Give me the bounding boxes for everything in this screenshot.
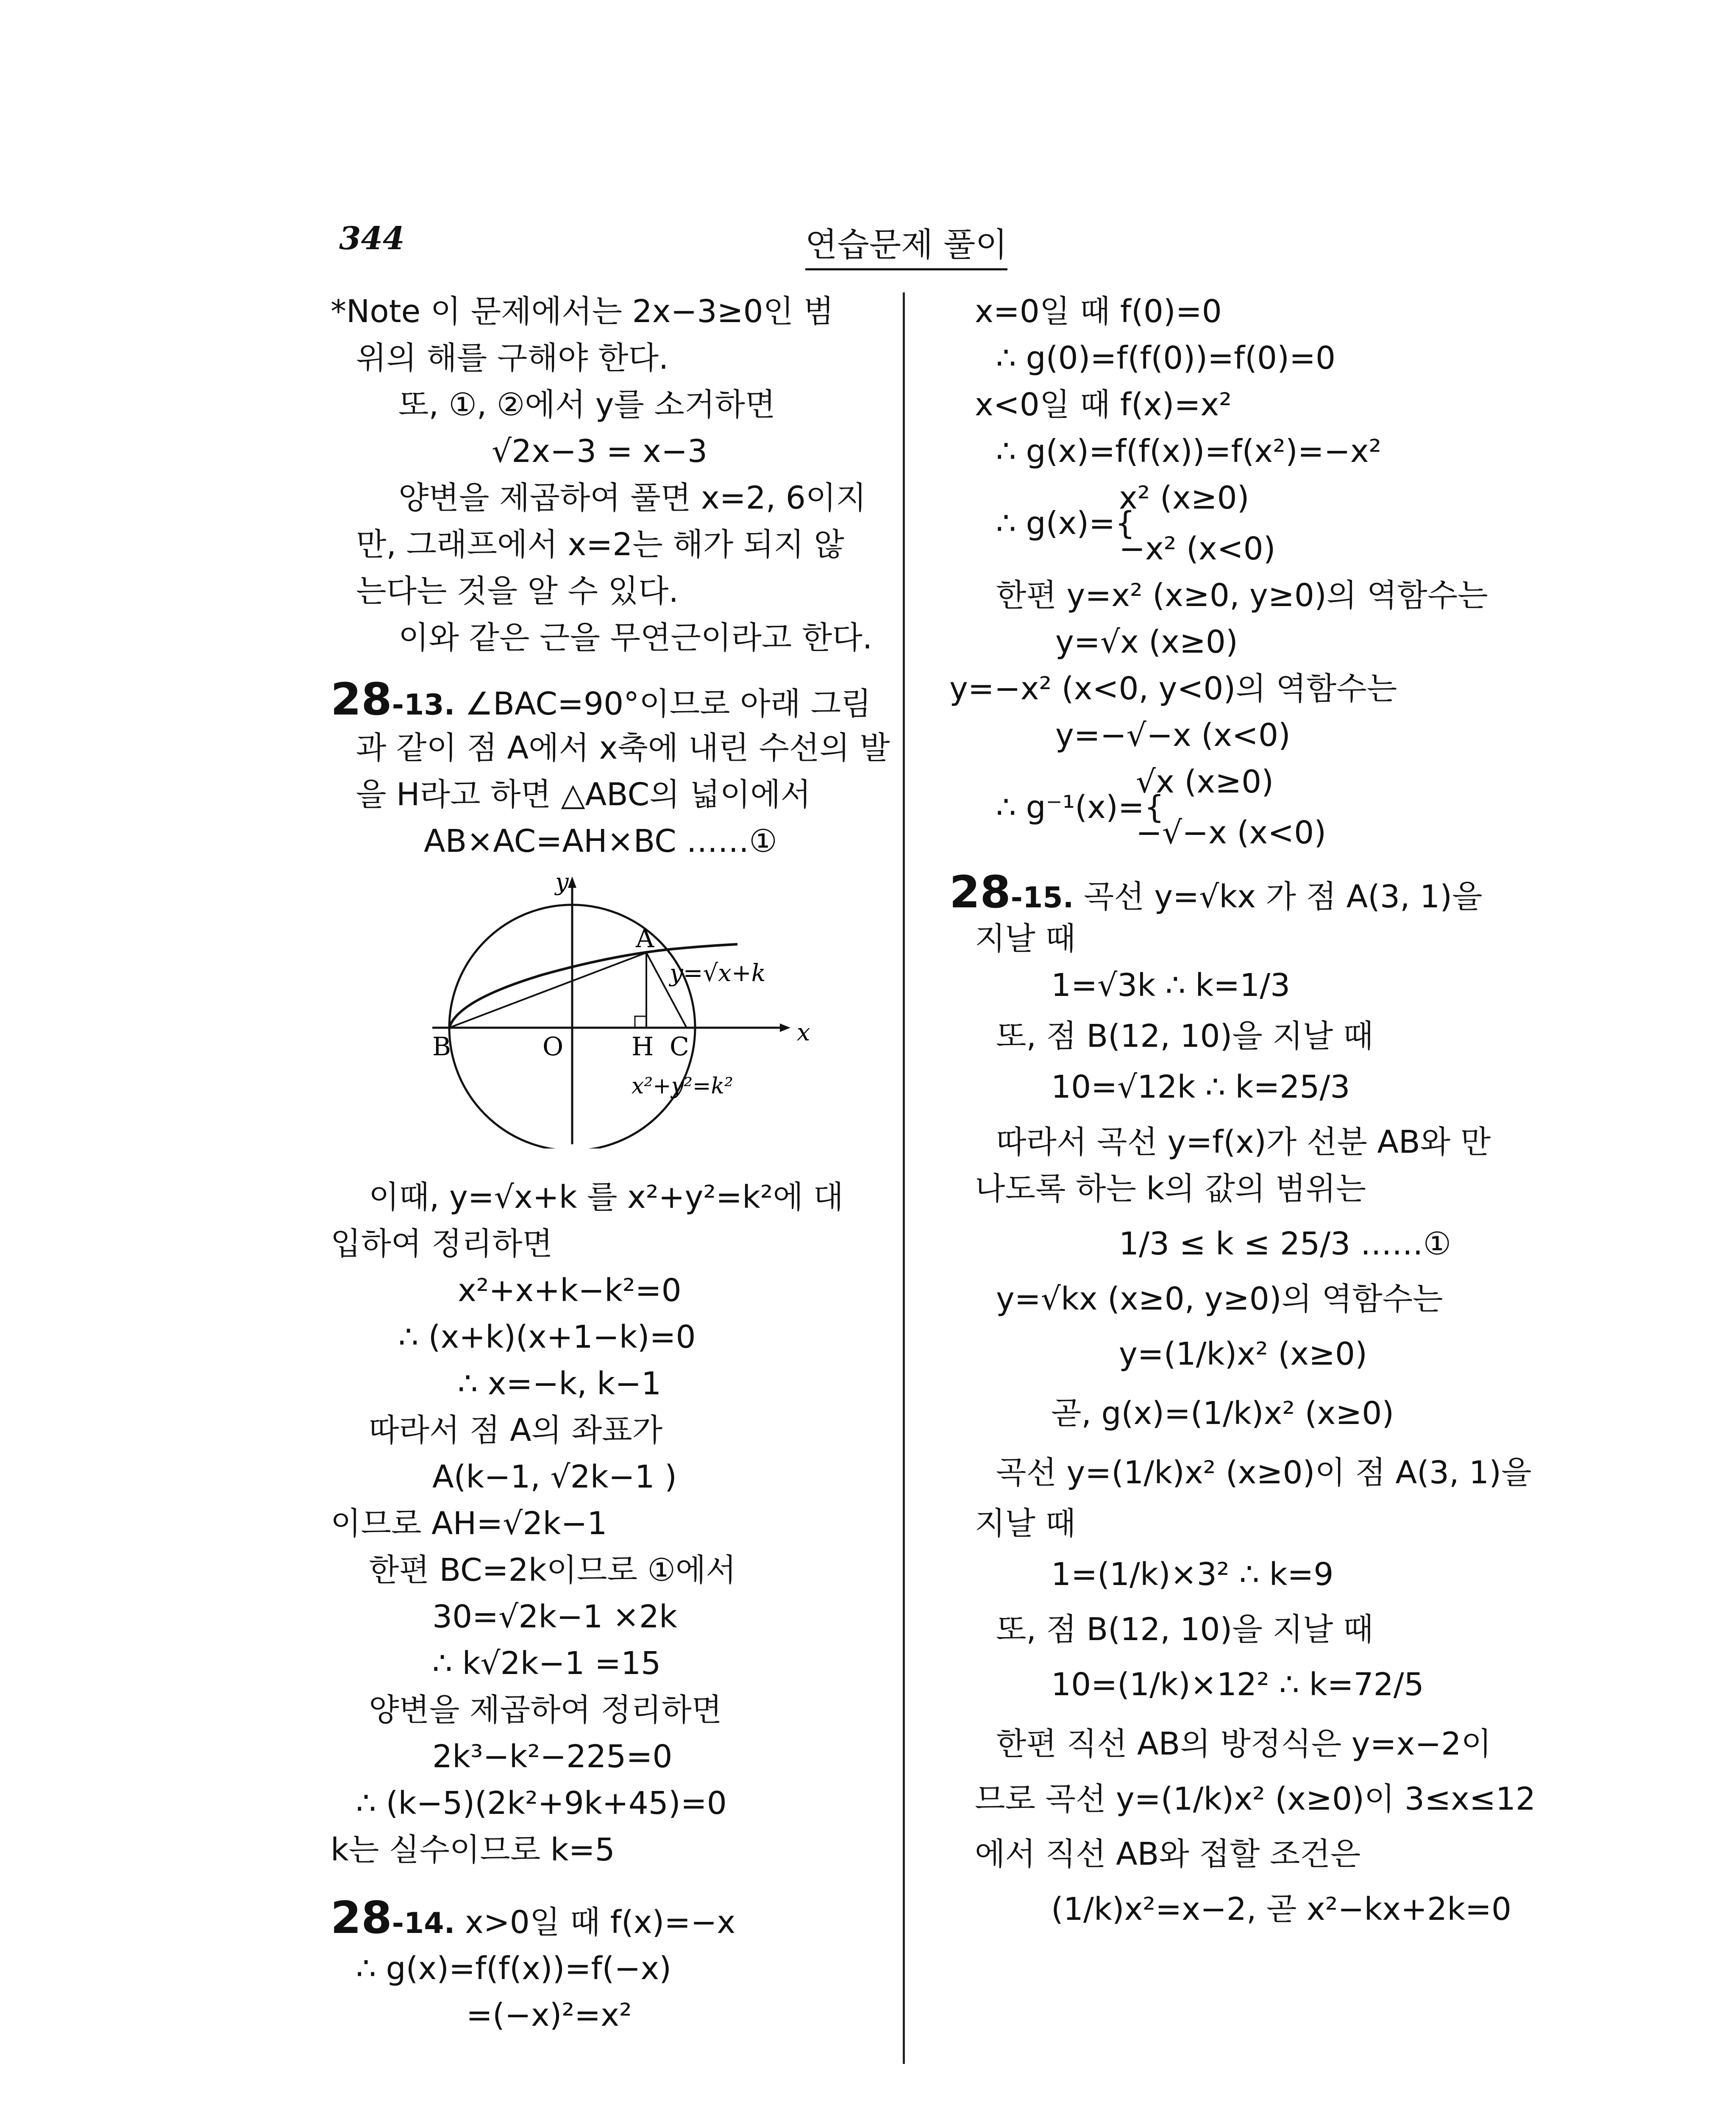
text-line bbox=[356, 1949, 671, 1988]
point-b-label: B bbox=[432, 1032, 451, 1062]
line-text: 곧, g(x)=(1/k)x² (x≥0) bbox=[1051, 1395, 1394, 1432]
x-axis-arrow-icon bbox=[780, 1023, 790, 1032]
text-line bbox=[432, 1738, 672, 1776]
line-text: 1=√3k ∴ k=1/3 bbox=[1051, 967, 1291, 1004]
line-text: 10=(1/k)×12² ∴ k=72/5 bbox=[1051, 1666, 1424, 1703]
line-text: 따라서 점 A의 좌표가 bbox=[369, 1412, 663, 1449]
text-line bbox=[1051, 966, 1290, 1004]
text-line bbox=[996, 1123, 1491, 1161]
text-line bbox=[1119, 530, 1276, 568]
line-text: ∴ x=−k, k−1 bbox=[458, 1365, 662, 1402]
text-line bbox=[424, 822, 777, 860]
line-text: x>0일 때 f(x)=−x bbox=[455, 1904, 736, 1941]
point-a-label: A bbox=[636, 924, 654, 954]
page-title: 연습문제 풀이 bbox=[805, 218, 1007, 270]
line-text: 10=√12k ∴ k=25/3 bbox=[1051, 1069, 1350, 1105]
line-text: ∴ g(x)=f(f(x))=f(−x) bbox=[356, 1950, 672, 1987]
text-line bbox=[1051, 1666, 1424, 1704]
text-line bbox=[331, 1831, 615, 1869]
problem-subnumber: -14. bbox=[392, 1907, 455, 1940]
line-text: 따라서 곡선 y=f(x)가 선분 AB와 만 bbox=[996, 1124, 1491, 1160]
text-line bbox=[1051, 1394, 1394, 1432]
text-line bbox=[356, 572, 679, 610]
line-text: 을 H라고 하면 △ABC의 넓이에서 bbox=[356, 776, 811, 813]
text-line bbox=[369, 1178, 843, 1216]
line-text: ∴ g(x)=f(f(x))=f(x²)=−x² bbox=[996, 433, 1382, 470]
line-text: 또, 점 B(12, 10)을 지날 때 bbox=[996, 1018, 1374, 1054]
point-c-label: C bbox=[670, 1032, 689, 1062]
line-text: 만, 그래프에서 x=2는 해가 되지 않 bbox=[356, 526, 844, 563]
curve-label: y=√x+k bbox=[670, 959, 766, 987]
text-line bbox=[996, 1280, 1443, 1318]
line-text: 또, ①, ②에서 y를 소거하면 bbox=[398, 387, 776, 423]
column-divider bbox=[903, 292, 905, 2064]
line-text: ∴ g(x)={ bbox=[996, 505, 1135, 542]
text-line bbox=[1051, 1555, 1334, 1593]
point-h-label: H bbox=[632, 1032, 654, 1062]
text-line bbox=[492, 432, 707, 470]
text-line bbox=[1119, 479, 1249, 517]
y-axis-label: y bbox=[555, 873, 569, 896]
line-text: 곡선 y=(1/k)x² (x≥0)이 점 A(3, 1)을 bbox=[996, 1454, 1532, 1491]
text-line bbox=[975, 1780, 1536, 1818]
text-line bbox=[996, 1454, 1532, 1492]
text-line bbox=[331, 1892, 736, 1944]
text-line bbox=[975, 386, 1232, 424]
text-line bbox=[996, 1610, 1373, 1649]
line-text: √2x−3 = x−3 bbox=[492, 433, 708, 470]
text-line bbox=[1055, 623, 1238, 661]
line-text: 한편 y=x² (x≥0, y≥0)의 역함수는 bbox=[996, 577, 1488, 614]
text-line bbox=[398, 1318, 696, 1356]
text-line bbox=[996, 576, 1488, 615]
line-text: 나도록 하는 k의 값의 범위는 bbox=[975, 1171, 1366, 1207]
line-text: y=−√−x (x<0) bbox=[1055, 717, 1291, 754]
text-line bbox=[369, 1411, 662, 1449]
circle-curve-figure bbox=[432, 873, 814, 1150]
line-text: ∠BAC=90°이므로 아래 그림 bbox=[455, 686, 871, 722]
text-line bbox=[996, 432, 1381, 470]
line-text: x=0일 때 f(0)=0 bbox=[975, 293, 1222, 330]
line-text: 이와 같은 근을 무연근이라고 한다. bbox=[398, 620, 873, 656]
text-line bbox=[949, 866, 1483, 918]
text-line bbox=[996, 1725, 1491, 1763]
text-line bbox=[996, 1017, 1373, 1055]
line-text: 지날 때 bbox=[975, 1505, 1076, 1542]
text-line bbox=[398, 386, 775, 424]
line-text: y=−x² (x<0, y<0)의 역함수는 bbox=[949, 670, 1397, 707]
line-text: y=√kx (x≥0, y≥0)의 역함수는 bbox=[996, 1281, 1443, 1317]
line-text: 므로 곡선 y=(1/k)x² (x≥0)이 3≤x≤12 bbox=[975, 1781, 1536, 1817]
text-line bbox=[996, 339, 1335, 377]
line-text: x² (x≥0) bbox=[1119, 480, 1249, 516]
text-line bbox=[356, 1784, 727, 1822]
text-line bbox=[356, 339, 668, 377]
line-text: 입하여 정리하면 bbox=[331, 1226, 553, 1262]
line-text: ∴ (x+k)(x+1−k)=0 bbox=[398, 1319, 696, 1355]
line-text: y=(1/k)x² (x≥0) bbox=[1119, 1336, 1368, 1372]
problem-subnumber: -13. bbox=[392, 688, 455, 722]
text-line bbox=[1051, 1890, 1511, 1928]
problem-subnumber: -15. bbox=[1010, 881, 1074, 915]
line-text: −x² (x<0) bbox=[1119, 531, 1276, 567]
chord-ba bbox=[449, 953, 646, 1028]
text-line bbox=[331, 292, 834, 331]
text-line bbox=[432, 1644, 661, 1682]
text-line bbox=[356, 776, 811, 814]
line-text: 위의 해를 구해야 한다. bbox=[356, 340, 669, 376]
text-line bbox=[432, 1458, 677, 1496]
problem-number: 28-15. bbox=[949, 866, 1074, 918]
line-text: ∴ (k−5)(2k²+9k+45)=0 bbox=[356, 1785, 727, 1821]
line-text: 곡선 y=√kx 가 점 A(3, 1)을 bbox=[1074, 879, 1483, 915]
line-text: 이므로 AH=√2k−1 bbox=[331, 1505, 607, 1542]
line-text: 한편 BC=2k이므로 ①에서 bbox=[369, 1552, 736, 1588]
text-line bbox=[331, 1225, 553, 1263]
point-o-label: O bbox=[542, 1032, 564, 1062]
text-line bbox=[398, 619, 872, 657]
text-line bbox=[331, 673, 871, 725]
text-line bbox=[356, 526, 844, 564]
text-line bbox=[369, 1551, 736, 1589]
line-text: ∴ k√2k−1 =15 bbox=[432, 1645, 661, 1682]
line-text: 이때, y=√x+k 를 x²+y²=k²에 대 bbox=[369, 1179, 844, 1215]
y-axis-arrow-icon bbox=[568, 876, 576, 888]
figure-svg bbox=[432, 873, 814, 1148]
line-text: √x (x≥0) bbox=[1136, 764, 1274, 800]
line-text: y=√x (x≥0) bbox=[1055, 624, 1238, 660]
text-line bbox=[1055, 716, 1291, 754]
text-line bbox=[432, 1598, 677, 1636]
problem-number: 28-13. bbox=[331, 673, 455, 725]
problem-number: 28-14. bbox=[331, 1892, 455, 1944]
page-number: 344 bbox=[339, 220, 405, 257]
line-text: x²+x+k−k²=0 bbox=[458, 1272, 682, 1309]
text-line bbox=[398, 479, 866, 517]
text-line bbox=[1136, 814, 1326, 852]
line-text: *Note 이 문제에서는 2x−3≥0인 범 bbox=[331, 293, 834, 330]
text-line bbox=[975, 292, 1222, 331]
line-text: −√−x (x<0) bbox=[1136, 815, 1327, 851]
circle-label: x²+y²=k² bbox=[632, 1073, 733, 1099]
text-line bbox=[975, 1504, 1076, 1543]
line-text: 지날 때 bbox=[975, 920, 1076, 957]
line-text: 또, 점 B(12, 10)을 지날 때 bbox=[996, 1611, 1374, 1648]
text-line bbox=[369, 1691, 722, 1729]
line-text: (1/k)x²=x−2, 곧 x²−kx+2k=0 bbox=[1051, 1891, 1512, 1927]
line-text: 과 같이 점 A에서 x축에 내린 수선의 발 bbox=[356, 730, 890, 766]
right-angle-mark bbox=[635, 1016, 646, 1028]
text-line bbox=[996, 504, 1135, 542]
line-text: AB×AC=AH×BC ……① bbox=[424, 823, 777, 859]
line-text: 1=(1/k)×3² ∴ k=9 bbox=[1051, 1556, 1334, 1593]
line-text: 는다는 것을 알 수 있다. bbox=[356, 573, 679, 609]
line-text: A(k−1, √2k−1 ) bbox=[432, 1459, 677, 1495]
text-line bbox=[949, 670, 1397, 708]
text-line bbox=[1051, 1068, 1350, 1106]
text-line bbox=[975, 920, 1076, 958]
line-text: k는 실수이므로 k=5 bbox=[331, 1832, 615, 1868]
text-line bbox=[356, 729, 890, 767]
text-line bbox=[331, 1504, 607, 1543]
line-text: 1/3 ≤ k ≤ 25/3 ……① bbox=[1119, 1226, 1452, 1262]
text-line bbox=[1119, 1335, 1367, 1373]
text-line bbox=[1119, 1225, 1451, 1263]
line-text: 한편 직선 AB의 방정식은 y=x−2이 bbox=[996, 1726, 1491, 1762]
line-text: x<0일 때 f(x)=x² bbox=[975, 387, 1232, 423]
line-text: 2k³−k²−225=0 bbox=[432, 1738, 673, 1775]
text-line bbox=[975, 1170, 1366, 1208]
text-line bbox=[975, 1835, 1360, 1873]
text-line bbox=[458, 1365, 661, 1403]
x-axis-label: x bbox=[797, 1019, 810, 1046]
line-text: ∴ g(0)=f(f(0))=f(0)=0 bbox=[996, 340, 1336, 376]
text-line bbox=[458, 1271, 682, 1310]
line-text: ∴ g⁻¹(x)={ bbox=[996, 789, 1164, 826]
text-line bbox=[466, 1996, 632, 2034]
line-text: =(−x)²=x² bbox=[466, 1997, 632, 2033]
line-text: 30=√2k−1 ×2k bbox=[432, 1599, 677, 1635]
line-text: 양변을 제곱하여 풀면 x=2, 6이지 bbox=[398, 480, 866, 516]
line-text: 에서 직선 AB와 접할 조건은 bbox=[975, 1836, 1361, 1872]
line-text: 양변을 제곱하여 정리하면 bbox=[369, 1692, 722, 1728]
